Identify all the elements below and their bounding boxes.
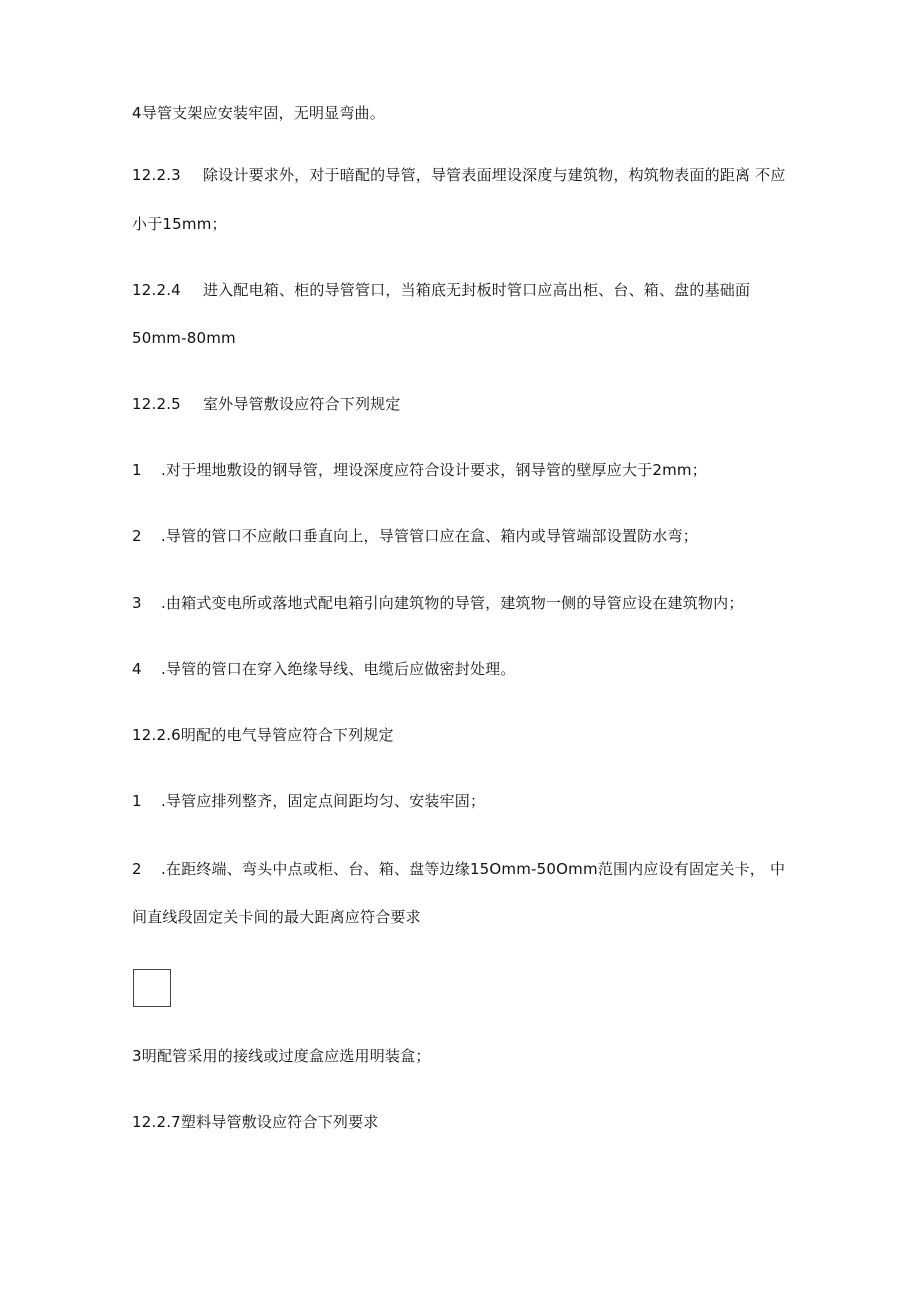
item-text: .导管的管口不应敞口垂直向上，导管管口应在盒、箱内或导管端部设置防水弯；	[160, 527, 698, 545]
item-text: .对于埋地敷设的钢导管，埋设深度应符合设计要求，钢导管的壁厚应大于2mm；	[160, 461, 707, 479]
paragraph-open-box-rule: 3明配管采用的接线或过度盒应选用明装盒；	[132, 1047, 431, 1065]
list-item	[132, 593, 744, 613]
item-number: 2	[132, 527, 142, 545]
section-number: 12.2.3	[132, 166, 181, 184]
section-12-2-4-continuation: 50mm-80mm	[132, 329, 236, 347]
section-text: 除设计要求外，对于暗配的导管，导管表面埋设深度与建筑物，构筑物表面的距离 不应	[202, 166, 786, 184]
list-item	[132, 659, 516, 679]
list-item	[132, 859, 785, 879]
item-text: .导管的管口在穿入绝缘导线、电缆后应做密封处理。	[160, 660, 516, 678]
item-number: 4	[132, 660, 142, 678]
list-item	[132, 526, 698, 546]
item-number: 3	[132, 594, 142, 612]
section-text: 进入配电箱、柜的导管管口，当箱底无封板时管口应高出柜、台、箱、盘的基础面	[202, 281, 751, 299]
section-12-2-3	[132, 165, 786, 185]
section-12-2-4	[132, 280, 750, 300]
section-number: 12.2.4	[132, 281, 181, 299]
section-text: 室外导管敷设应符合下列规定	[202, 395, 401, 413]
section-12-2-5	[132, 394, 401, 414]
list-item	[132, 460, 707, 480]
list-item	[132, 791, 485, 811]
section-12-2-6: 12.2.6明配的电气导管应符合下列规定	[132, 726, 394, 744]
section-12-2-3-continuation: 小于15mm；	[132, 215, 227, 233]
image-placeholder-box	[133, 969, 171, 1007]
item-text: .在距终端、弯头中点或柜、台、箱、盘等边缘15Omm-50Omm范围内应设有固定关卡， 中	[160, 860, 786, 878]
list-item-continuation: 间直线段固定关卡间的最大距离应符合要求	[132, 908, 421, 926]
section-number: 12.2.5	[132, 395, 181, 413]
paragraph-bracket-rule: 4导管支架应安装牢固，无明显弯曲。	[132, 104, 385, 122]
item-number: 1	[132, 461, 142, 479]
item-text: .由箱式变电所或落地式配电箱引向建筑物的导管，建筑物一侧的导管应设在建筑物内；	[160, 594, 744, 612]
section-12-2-7: 12.2.7塑料导管敷设应符合下列要求	[132, 1113, 379, 1131]
item-text: .导管应排列整齐，固定点间距均匀、安装牢固；	[160, 792, 486, 810]
item-number: 2	[132, 860, 142, 878]
item-number: 1	[132, 792, 142, 810]
